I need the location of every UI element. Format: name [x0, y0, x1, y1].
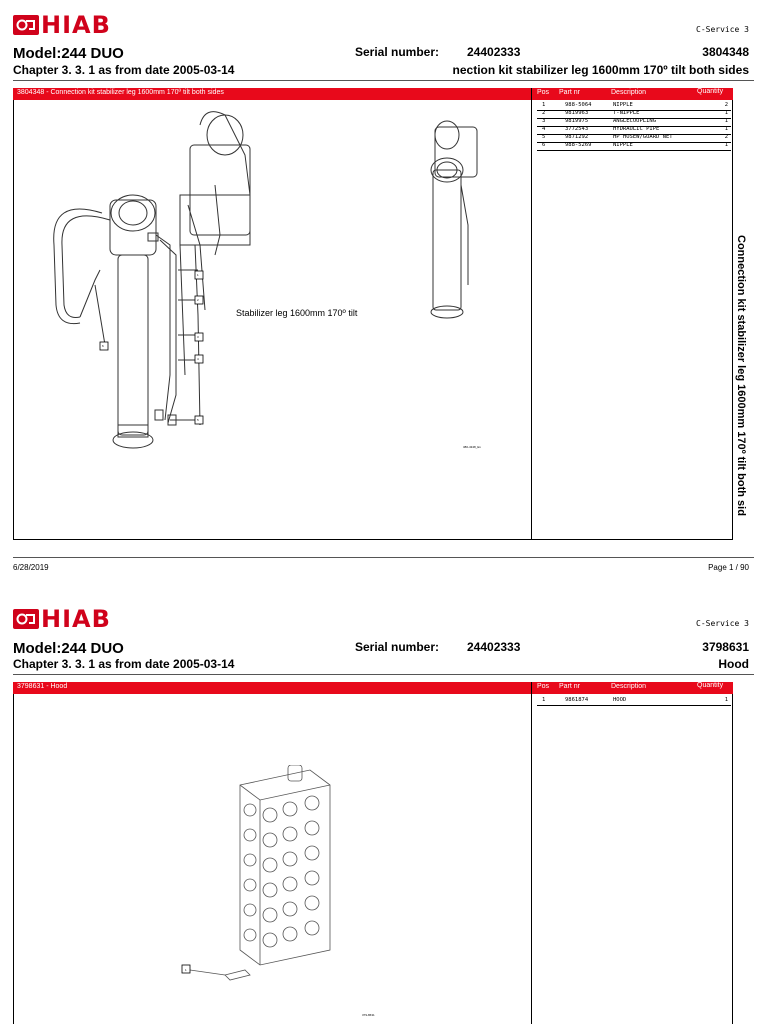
serial-label: Serial number: [355, 45, 440, 59]
col-pos: Pos [537, 89, 550, 96]
parts-row: 6 988-5269 NIPPLE 1 [537, 142, 731, 151]
hiab-logo-icon [13, 609, 39, 629]
chapter-line: Chapter 3. 3. 1 as from date 2005-03-14 [13, 657, 235, 671]
header-rule [13, 674, 754, 675]
col-part: Part nr [559, 89, 581, 96]
serial-label: Serial number: [355, 640, 440, 654]
col-pos: Pos [537, 683, 550, 690]
hiab-logo [13, 11, 111, 39]
side-title: Connection kit stabilizer leg 1600mm 170º tilt both sid [735, 235, 747, 516]
brand-name: HIAB [41, 605, 111, 633]
title-bar [13, 682, 733, 694]
assembly-number: 3804348 [702, 45, 749, 59]
title-bar-text: 3798631 - Hood [17, 683, 68, 690]
parts-row: 1 988-5064 NIPPLE 2 [537, 102, 731, 111]
footer-date: 6/28/2019 [13, 563, 49, 572]
table-divider [531, 682, 532, 1024]
callout-group [100, 271, 203, 424]
drawing-code: 379-8631 [362, 1013, 375, 1017]
model-title: Model:244 DUO [13, 45, 124, 62]
footer-page: Page 1 / 90 [708, 563, 749, 572]
hood-drawing [170, 765, 350, 990]
parts-row: 3 9819975 ANGLECOUPLING 1 [537, 118, 731, 127]
model-title: Model:244 DUO [13, 640, 124, 657]
callout-1: 1 [185, 968, 187, 972]
serial-number: 24402333 [467, 45, 521, 59]
brand-name: HIAB [41, 11, 111, 39]
callout-6: 6 [102, 344, 104, 348]
callout-1: 1 [197, 273, 199, 277]
chapter-line: Chapter 3. 3. 1 as from date 2005-03-14 [13, 63, 235, 77]
footer-rule [13, 557, 754, 558]
col-qty: Quantity [697, 88, 724, 95]
col-part: Part nr [559, 683, 581, 690]
parts-row: 2 9819963 T-NIPPLE 1 [537, 110, 731, 119]
drawing-frame [13, 682, 733, 1024]
callout-4: 4 [197, 357, 199, 361]
title-bar-text: 3804348 - Connection kit stabilizer leg 1600mm 170º tilt both sides [17, 89, 224, 96]
service-label: C-Service 3 [696, 619, 749, 628]
drawing-code: 380-4348_Ex [463, 445, 481, 449]
parts-row: 5 9871292 HP HOSEW/GUARD NET 2 [537, 134, 731, 143]
hiab-logo-icon [13, 15, 39, 35]
assembly-title: nection kit stabilizer leg 1600mm 170º tilt both sides [452, 63, 749, 77]
service-label: C-Service 3 [696, 25, 749, 34]
title-bar [13, 88, 733, 100]
hiab-logo [13, 605, 111, 633]
callout-2: 2 [197, 298, 199, 302]
col-qty: Quantity [697, 682, 724, 689]
header-rule [13, 80, 754, 81]
callout-3: 3 [197, 335, 199, 339]
callout-5: 5 [197, 418, 199, 422]
parts-row: 4 3772543 HYDRAULIC PIPE 1 [537, 126, 731, 135]
drawing-label: Stabilizer leg 1600mm 170º tilt [236, 308, 358, 318]
serial-number: 24402333 [467, 640, 521, 654]
col-desc: Description [611, 683, 647, 690]
table-divider [531, 88, 532, 540]
col-desc: Description [611, 89, 647, 96]
assembly-title: Hood [718, 657, 749, 671]
assembly-number: 3798631 [702, 640, 749, 654]
parts-row: 1 9861874 HOOD 1 [537, 697, 731, 706]
